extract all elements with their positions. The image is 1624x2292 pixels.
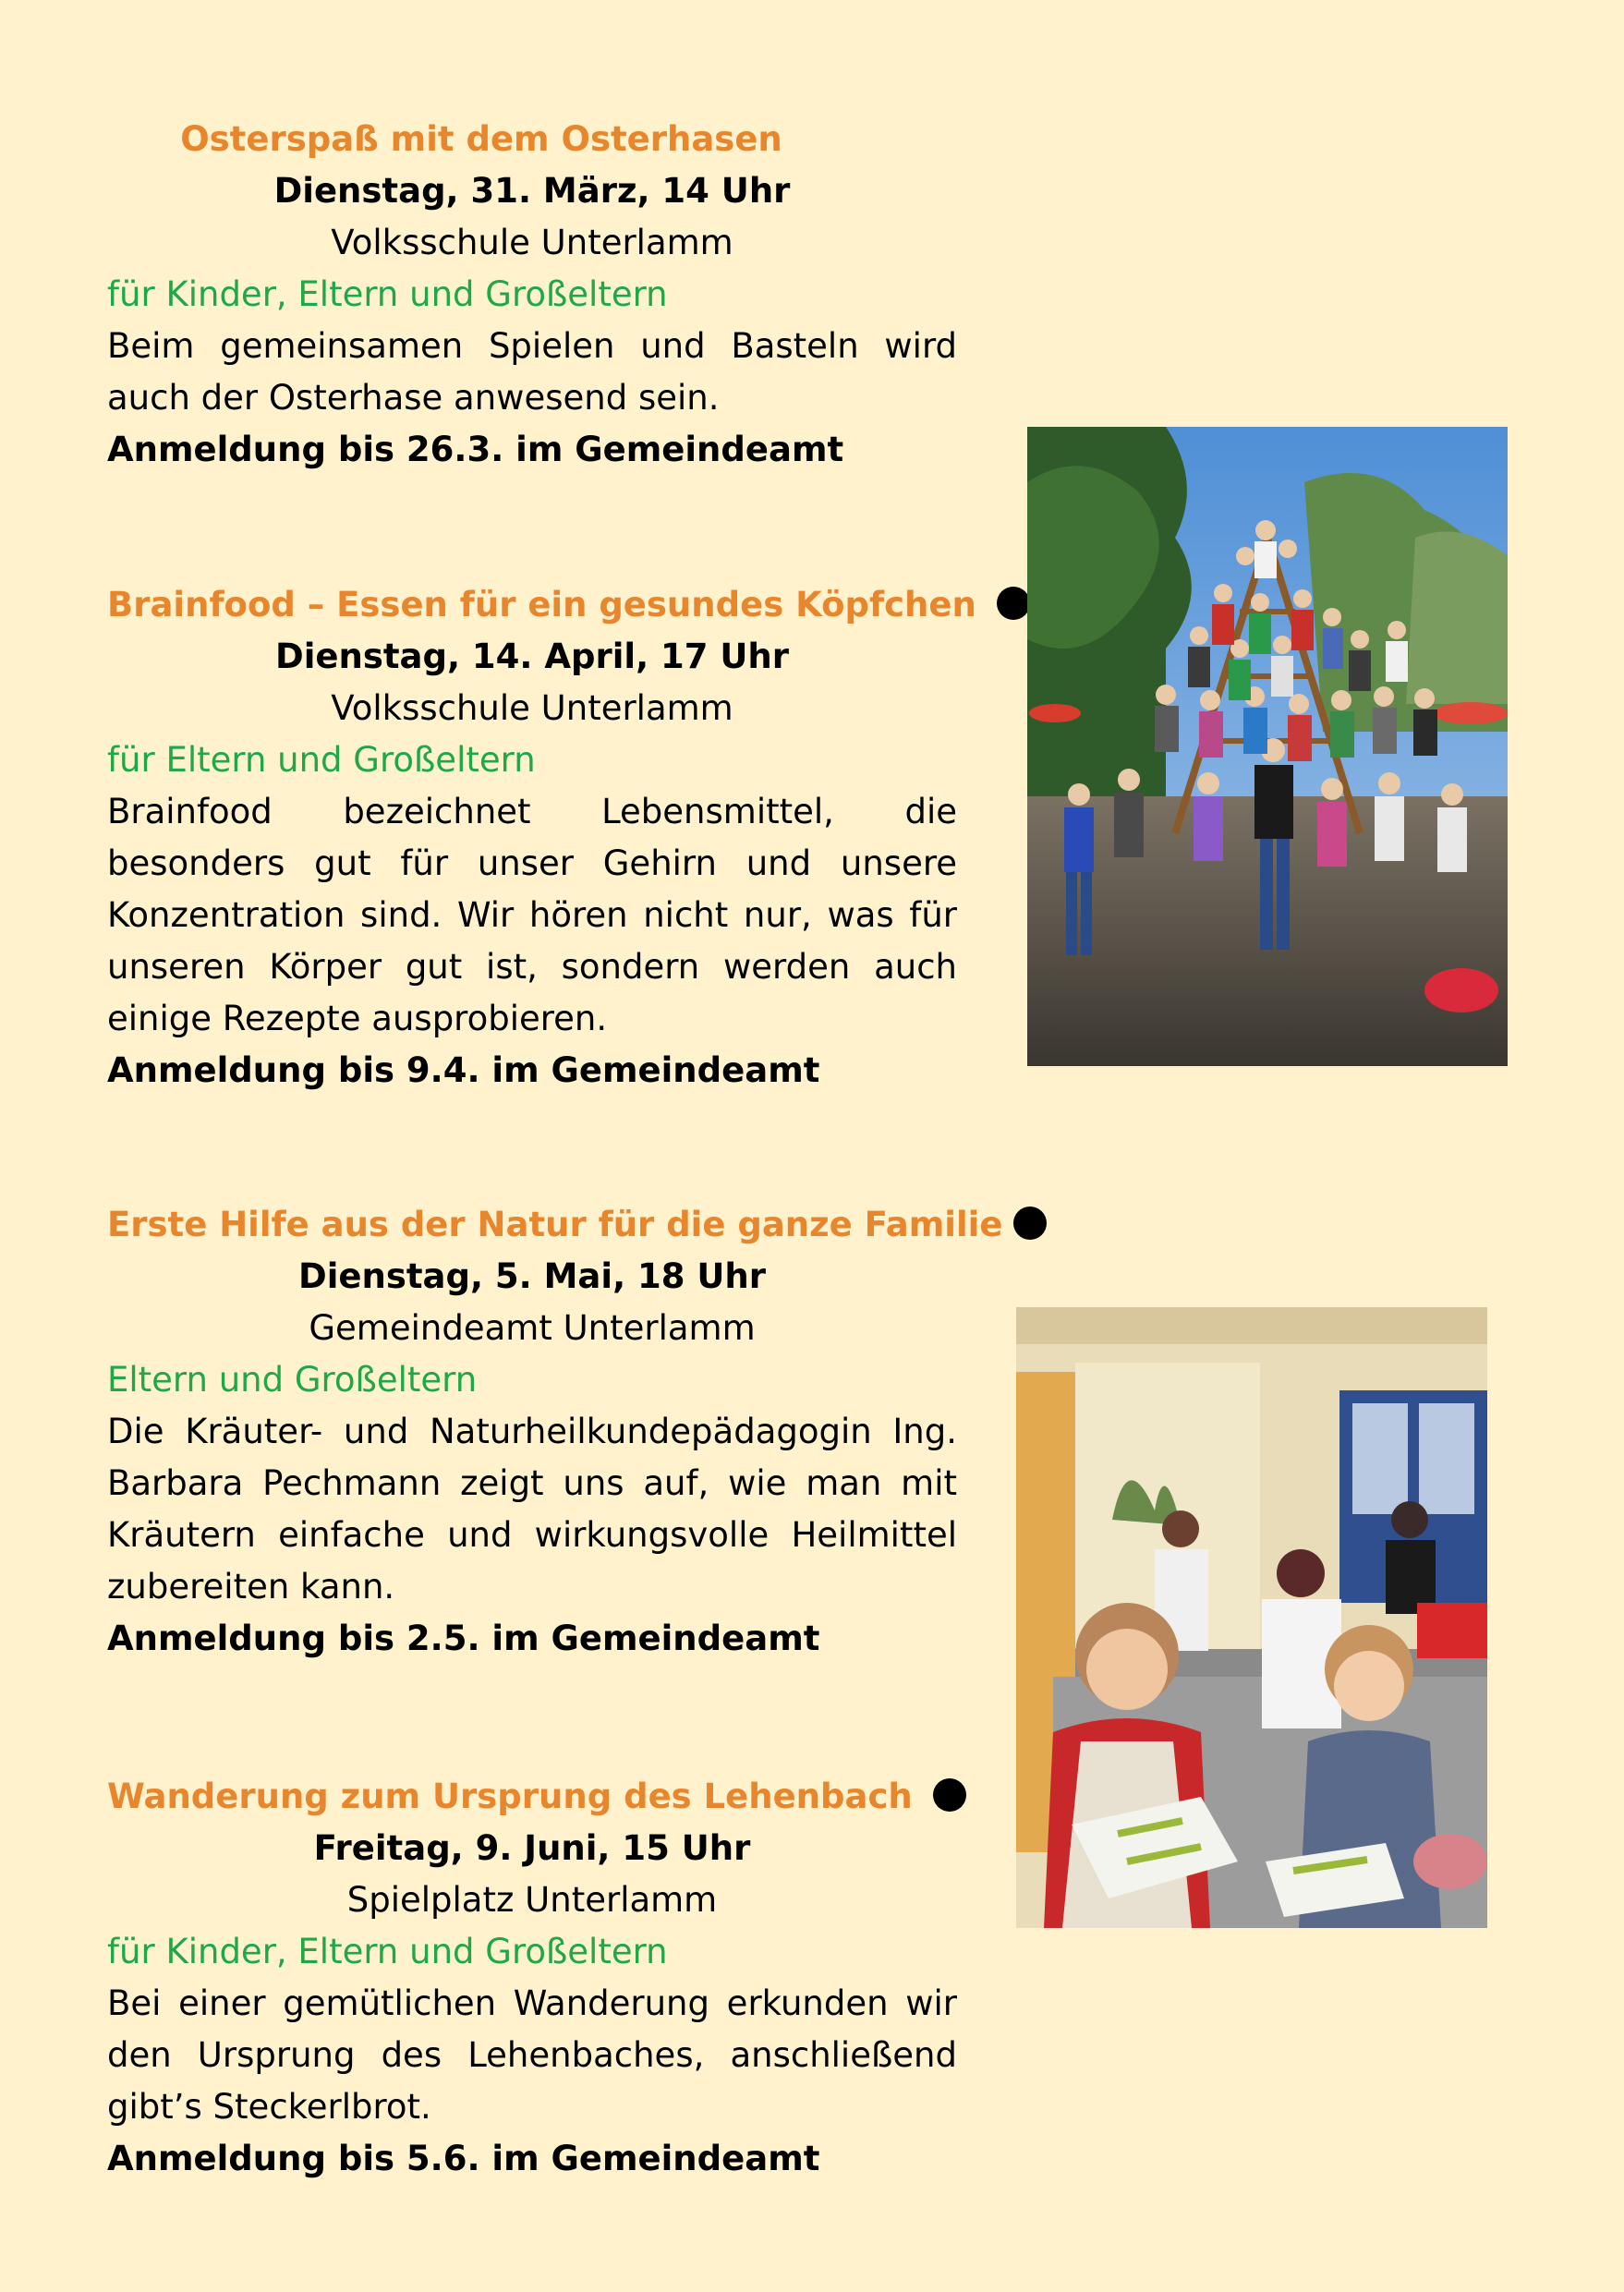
event-registration: Anmeldung bis 26.3. im Gemeindeamt (107, 430, 844, 469)
event-date: Dienstag, 31. März, 14 Uhr (273, 171, 791, 211)
event-description: Brainfood bezeichnet Lebensmittel, die besonders gut für unser Gehirn und unsere Konzentration sind. Wir hören nicht nur, was für unseren Körper gut ist, sondern werden auch einige Rezepte ausprobieren. (107, 792, 957, 1038)
event-location: Gemeindeamt Unterlamm (309, 1308, 756, 1348)
event-description: Beim gemeinsamen Spielen und Basteln wird auch der Osterhase anwesend sein. (107, 326, 957, 418)
event-date: Freitag, 9. Juni, 15 Uhr (313, 1828, 751, 1868)
event-location: Volksschule Unterlamm (331, 688, 733, 728)
event-registration: Anmeldung bis 5.6. im Gemeindeamt (107, 2139, 820, 2178)
event-description: Die Kräuter- und Naturheilkundepädagogin Ing. Barbara Pechmann zeigt uns auf, wie man mit Kräutern einfache und wirkungsvolle Heilmittel zubereiten kann. (107, 1412, 957, 1607)
event-description: Bei einer gemütlichen Wanderung erkunden wir den Ursprung des Lehenbaches, anschließend gibt’s Steckerlbrot. (107, 1983, 957, 2127)
event-audience: Eltern und Großeltern (107, 1360, 478, 1400)
bullet-dot-icon (1013, 1207, 1047, 1240)
event-registration: Anmeldung bis 2.5. im Gemeindeamt (107, 1619, 820, 1658)
event-registration: Anmeldung bis 9.4. im Gemeindeamt (107, 1050, 820, 1090)
kitchen-photo-children (1016, 1307, 1487, 1928)
event-location: Volksschule Unterlamm (331, 223, 733, 262)
event-osterspass (107, 114, 957, 476)
event-title: Brainfood – Essen für ein gesundes Köpfchen (107, 585, 976, 625)
bullet-dot-icon (933, 1778, 966, 1812)
event-date: Dienstag, 5. Mai, 18 Uhr (297, 1256, 767, 1296)
event-date: Dienstag, 14. April, 17 Uhr (274, 637, 790, 676)
event-title: Wanderung zum Ursprung des Lehenbach (107, 1777, 913, 1816)
event-title-row (107, 579, 976, 631)
event-audience: für Eltern und Großeltern (107, 740, 536, 780)
event-title-row (107, 1199, 1003, 1251)
event-audience: für Kinder, Eltern und Großeltern (107, 274, 668, 314)
group-photo-playground (1027, 427, 1508, 1066)
bullet-dot-icon (997, 587, 1030, 620)
event-title-row (107, 1771, 957, 1823)
event-title: Osterspaß mit dem Osterhasen (180, 119, 782, 159)
event-title: Erste Hilfe aus der Natur für die ganze Familie (107, 1205, 1003, 1244)
event-audience: für Kinder, Eltern und Großeltern (107, 1932, 668, 1971)
event-wanderung (107, 1771, 957, 2185)
event-erste-hilfe (107, 1199, 1003, 1665)
event-brainfood (107, 579, 976, 1097)
event-location: Spielplatz Unterlamm (346, 1880, 718, 1920)
